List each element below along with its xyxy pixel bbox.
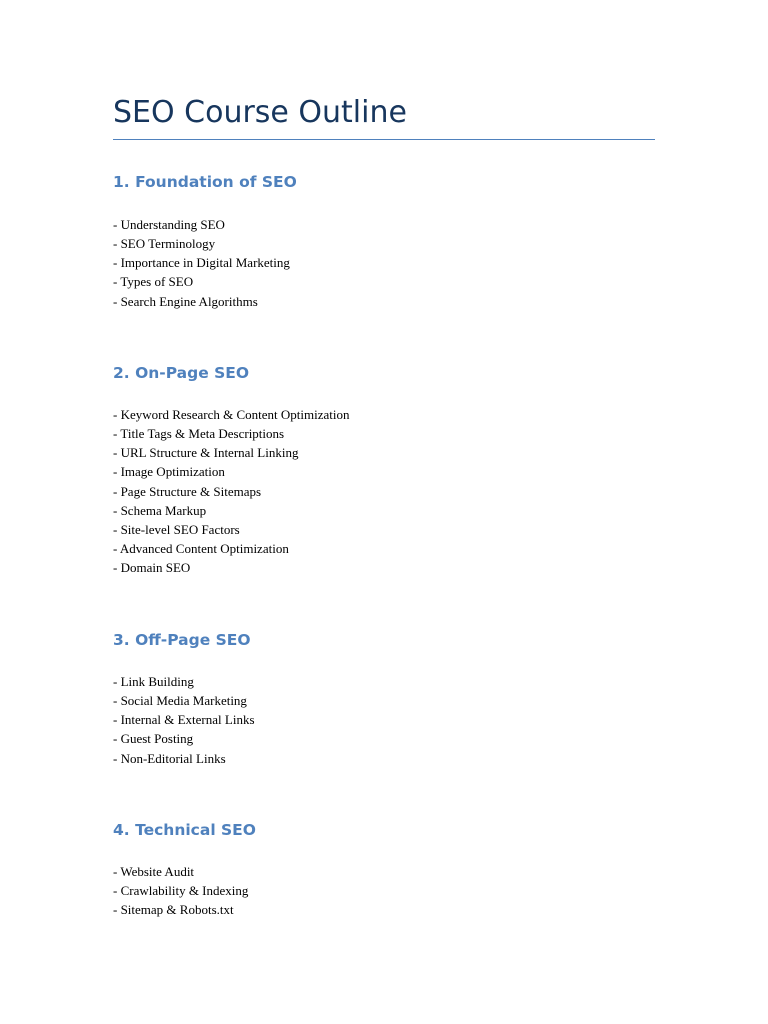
document-title: SEO Course Outline [113,95,407,130]
title-underline [113,139,655,140]
section-heading-off-page: 3. Off-Page SEO [113,631,251,649]
list-item: - Link Building [113,674,194,689]
list-item: - URL Structure & Internal Linking [113,445,299,461]
list-item: - Image Optimization [113,464,225,480]
list-item: - Keyword Research & Content Optimization [113,407,350,422]
list-item: - Sitemap & Robots.txt [113,902,234,918]
list-item: - SEO Terminology [113,236,216,252]
section-heading-foundation: 1. Foundation of SEO [113,173,297,191]
section-list-on-page [113,405,349,577]
list-item: - Guest Posting [113,731,194,747]
list-item: - Website Audit [113,864,195,879]
list-item: - Importance in Digital Marketing [113,255,290,271]
list-item: - Advanced Content Optimization [113,541,289,557]
list-item: - Search Engine Algorithms [113,293,258,309]
list-item: - Schema Markup [113,502,207,518]
list-item: - Site-level SEO Factors [113,521,240,537]
section-heading-technical: 4. Technical SEO [113,821,256,839]
list-item: - Internal & External Links [113,712,255,728]
list-item: - Non-Editorial Links [113,750,226,766]
list-item: - Types of SEO [113,274,194,290]
list-item: - Crawlability & Indexing [113,883,249,899]
section-list-foundation [113,215,290,311]
list-item: - Understanding SEO [113,217,225,232]
list-item: - Domain SEO [113,560,191,576]
section-list-off-page [113,672,255,768]
list-item: - Page Structure & Sitemaps [113,483,262,499]
section-list-technical [113,862,248,919]
list-item: - Title Tags & Meta Descriptions [113,426,285,442]
section-heading-on-page: 2. On-Page SEO [113,364,250,382]
list-item: - Social Media Marketing [113,693,247,709]
